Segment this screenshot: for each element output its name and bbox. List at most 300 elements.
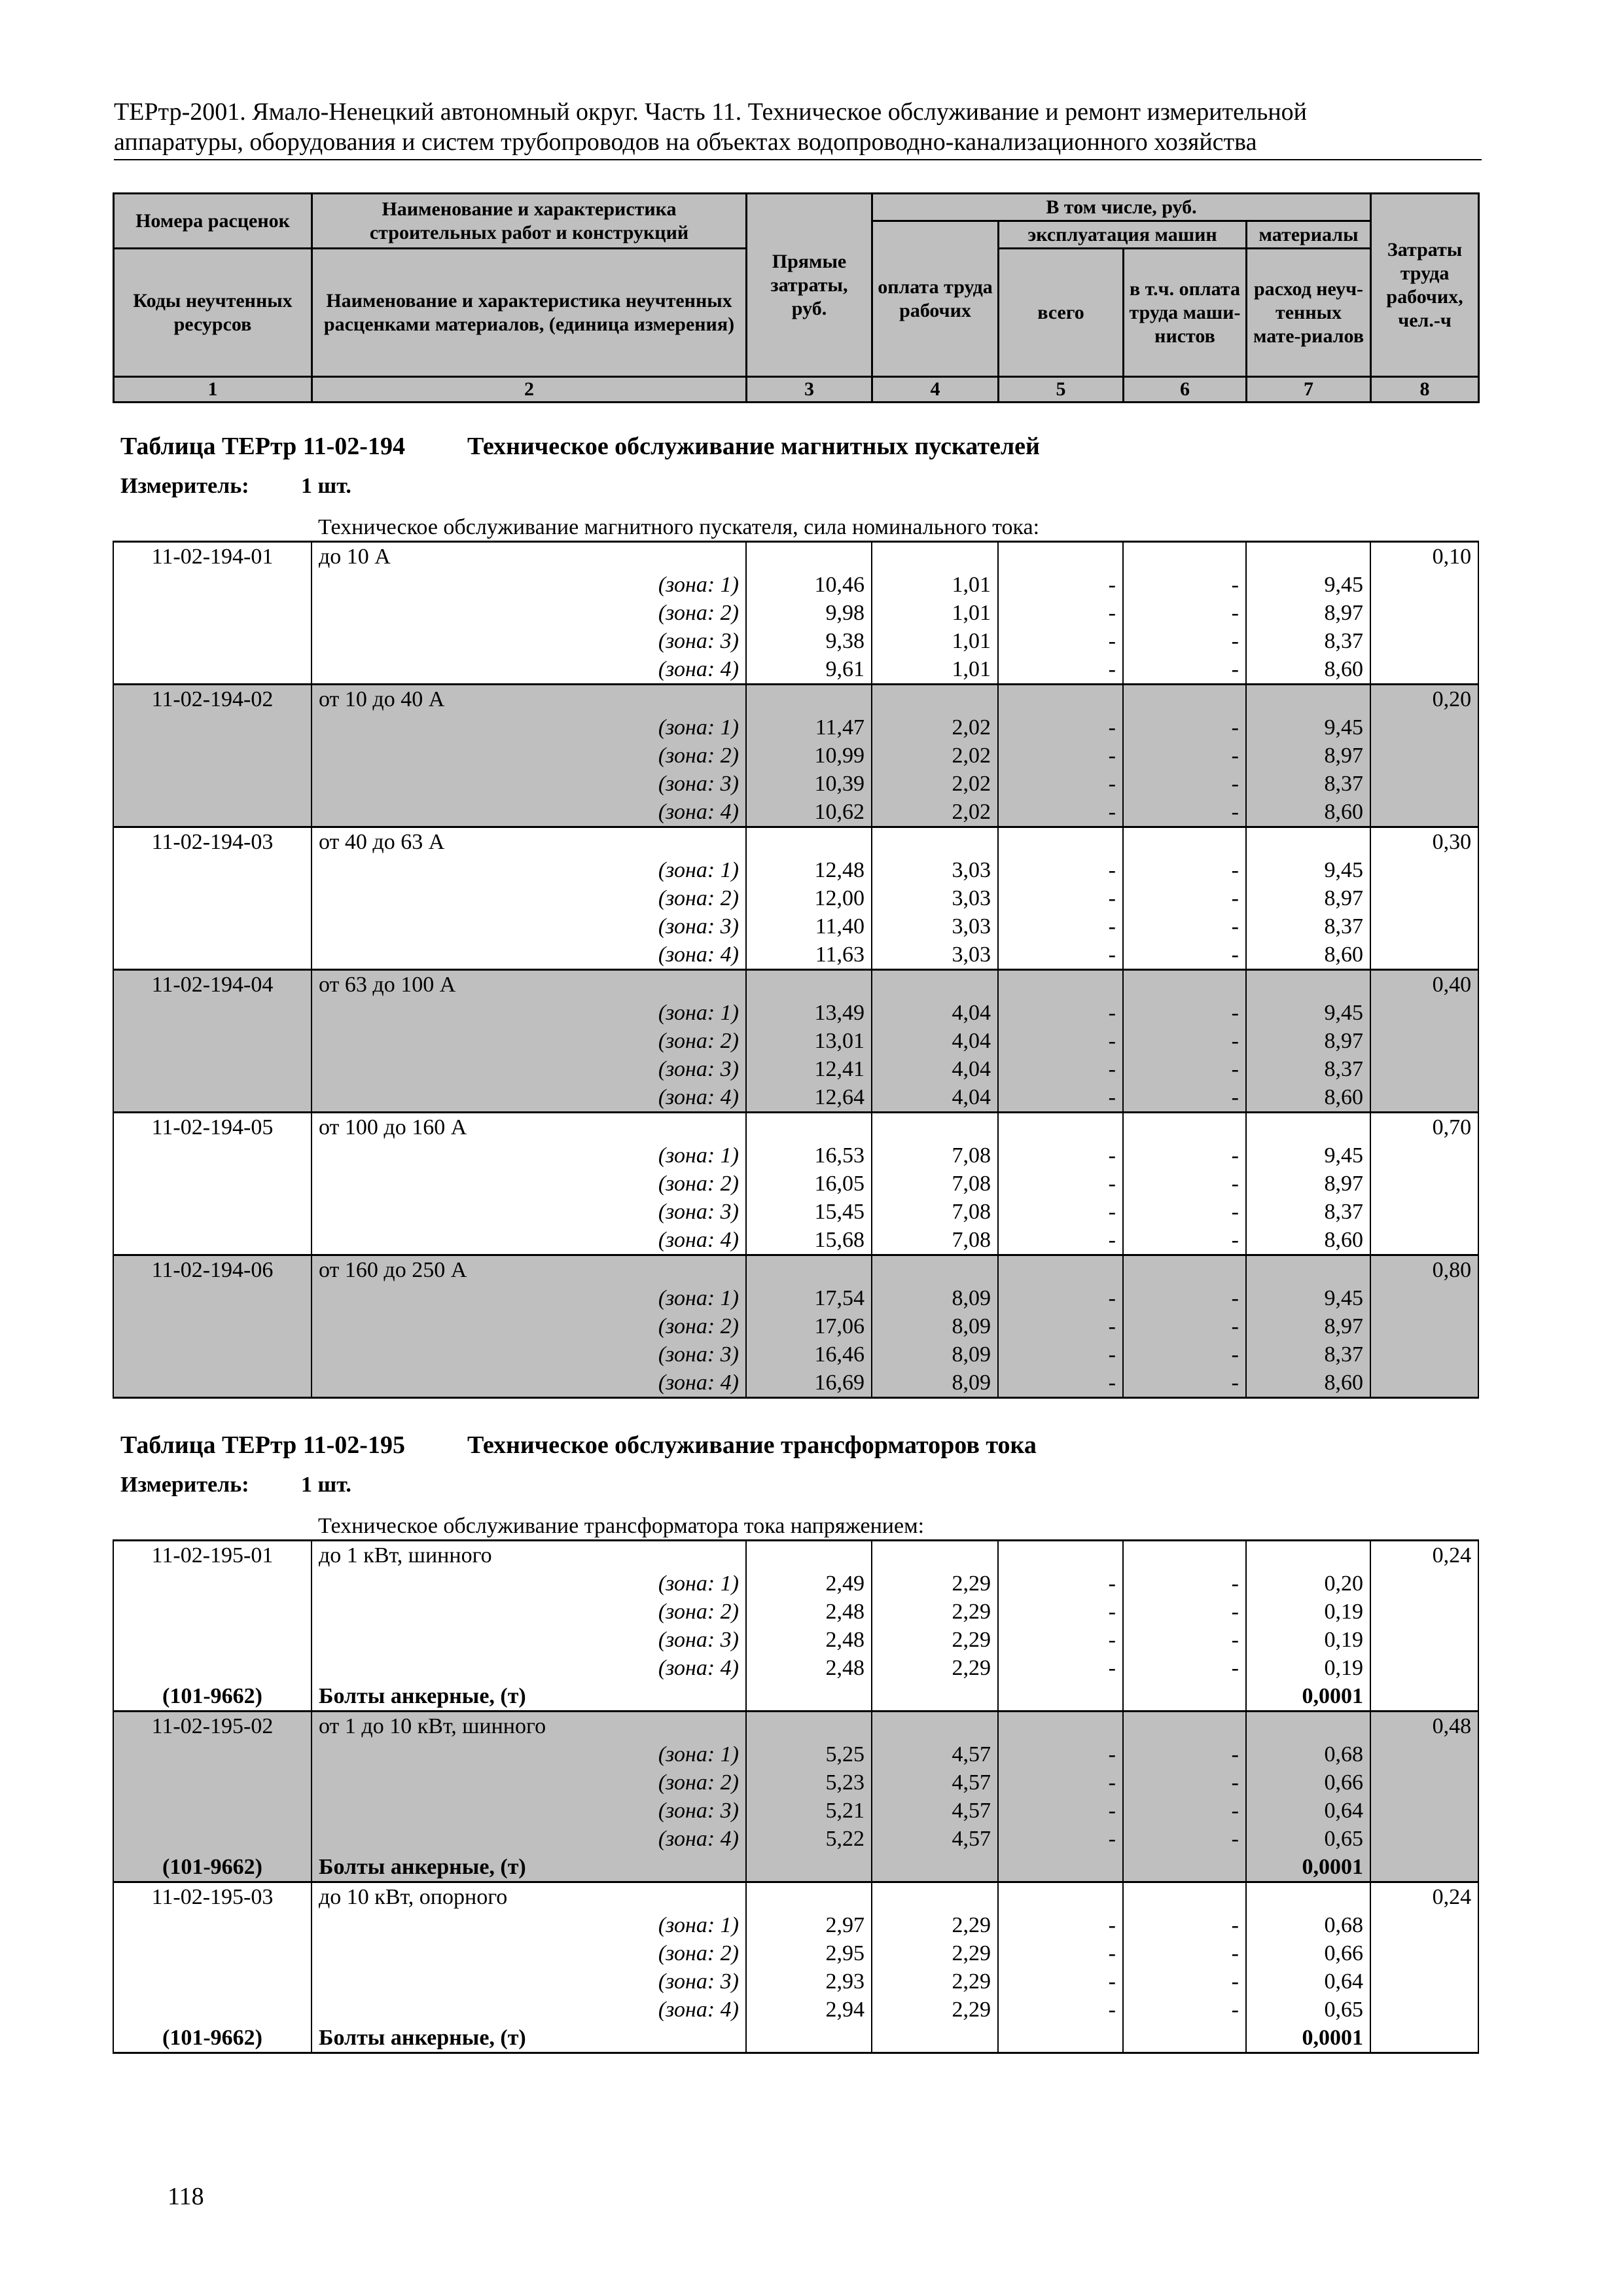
worker-wages: 1,01 xyxy=(872,627,998,655)
zone-row xyxy=(113,1369,1478,1398)
direct-costs: 2,97 xyxy=(746,1911,872,1939)
empty-cell xyxy=(1370,1141,1478,1170)
direct-costs: 13,49 xyxy=(746,999,872,1027)
empty-cell xyxy=(113,1740,312,1768)
zone-row xyxy=(113,1570,1478,1598)
running-head-rule xyxy=(114,159,1482,160)
zone-label: (зона: 4) xyxy=(312,1083,746,1113)
resource-code: (101-9662) xyxy=(113,2024,312,2053)
zone-row xyxy=(113,1740,1478,1768)
empty-cell xyxy=(113,941,312,970)
zone-row xyxy=(113,1027,1478,1055)
table-title xyxy=(120,1431,1037,1460)
machines-total: - xyxy=(998,1825,1123,1853)
intro-text: Техническое обслуживание трансформатора тока напряжением: xyxy=(318,1514,925,1538)
empty-cell xyxy=(113,1825,312,1853)
machines-total: - xyxy=(998,1768,1123,1797)
machines-total: - xyxy=(998,655,1123,685)
empty-cell xyxy=(998,685,1123,714)
materials: 8,60 xyxy=(1246,1083,1370,1113)
empty-cell xyxy=(113,999,312,1027)
worker-wages: 3,03 xyxy=(872,856,998,884)
rate-name: от 100 до 160 А xyxy=(312,1113,746,1142)
header-worker-wages: оплата труда рабочих xyxy=(872,221,999,377)
meter-value: 1 шт. xyxy=(301,1473,351,1497)
rate-code: 11-02-194-03 xyxy=(113,827,312,857)
empty-cell xyxy=(113,1626,312,1654)
empty-cell xyxy=(1123,1113,1246,1142)
zone-label: (зона: 4) xyxy=(312,1654,746,1682)
empty-cell xyxy=(1246,1712,1370,1741)
zone-label: (зона: 4) xyxy=(312,1825,746,1853)
operator-wages: - xyxy=(1123,1626,1246,1654)
materials: 0,66 xyxy=(1246,1939,1370,1967)
worker-wages: 4,04 xyxy=(872,1027,998,1055)
machines-total: - xyxy=(998,627,1123,655)
empty-cell xyxy=(1246,1113,1370,1142)
operator-wages: - xyxy=(1123,713,1246,742)
empty-cell xyxy=(872,2024,998,2053)
zone-row xyxy=(113,1797,1478,1825)
materials: 9,45 xyxy=(1246,571,1370,599)
empty-cell xyxy=(1370,912,1478,941)
empty-cell xyxy=(1370,1825,1478,1853)
empty-cell xyxy=(113,655,312,685)
intro-row xyxy=(113,1513,1478,1541)
running-head-line-2: аппаратуры, оборудования и систем трубопроводов на объектах водопроводно-канализационного хозяйства xyxy=(114,128,1257,156)
machines-total: - xyxy=(998,742,1123,770)
direct-costs: 16,05 xyxy=(746,1170,872,1198)
empty-cell xyxy=(113,884,312,912)
empty-cell xyxy=(872,1541,998,1570)
empty-cell xyxy=(1123,2024,1246,2053)
zone-label: (зона: 2) xyxy=(312,884,746,912)
machines-total: - xyxy=(998,1967,1123,1996)
rates-table-194 xyxy=(113,514,1479,1399)
direct-costs: 13,01 xyxy=(746,1027,872,1055)
empty-cell xyxy=(872,970,998,999)
column-number: 2 xyxy=(312,377,747,403)
materials: 0,68 xyxy=(1246,1911,1370,1939)
operator-wages: - xyxy=(1123,1226,1246,1255)
machines-total: - xyxy=(998,571,1123,599)
machines-total: - xyxy=(998,1170,1123,1198)
rate-row xyxy=(113,1255,1478,1285)
intro-row xyxy=(113,514,1478,542)
materials: 9,45 xyxy=(1246,856,1370,884)
rate-row xyxy=(113,827,1478,857)
direct-costs: 11,63 xyxy=(746,941,872,970)
empty-cell xyxy=(1370,1226,1478,1255)
machines-total: - xyxy=(998,1340,1123,1369)
empty-cell xyxy=(1370,1312,1478,1340)
operator-wages: - xyxy=(1123,1768,1246,1797)
empty-cell xyxy=(1370,1598,1478,1626)
zone-row xyxy=(113,1911,1478,1939)
empty-cell xyxy=(872,542,998,571)
machines-total: - xyxy=(998,599,1123,627)
column-number: 4 xyxy=(872,377,999,403)
materials: 8,37 xyxy=(1246,770,1370,798)
empty-cell xyxy=(113,1369,312,1398)
direct-costs: 2,48 xyxy=(746,1654,872,1682)
direct-costs: 10,99 xyxy=(746,742,872,770)
empty-cell xyxy=(1370,856,1478,884)
empty-cell xyxy=(113,1312,312,1340)
empty-cell xyxy=(872,685,998,714)
empty-cell xyxy=(1370,1198,1478,1226)
zone-label: (зона: 1) xyxy=(312,1570,746,1598)
zone-label: (зона: 2) xyxy=(312,1170,746,1198)
zone-label: (зона: 2) xyxy=(312,1939,746,1967)
zone-label: (зона: 1) xyxy=(312,1284,746,1312)
zone-label: (зона: 4) xyxy=(312,941,746,970)
operator-wages: - xyxy=(1123,1797,1246,1825)
empty-cell xyxy=(1370,627,1478,655)
worker-wages: 2,02 xyxy=(872,770,998,798)
operator-wages: - xyxy=(1123,1939,1246,1967)
operator-wages: - xyxy=(1123,742,1246,770)
zone-row xyxy=(113,798,1478,827)
materials: 9,45 xyxy=(1246,999,1370,1027)
worker-wages: 1,01 xyxy=(872,599,998,627)
worker-wages: 2,29 xyxy=(872,1911,998,1939)
operator-wages: - xyxy=(1123,1055,1246,1083)
empty-cell xyxy=(113,1055,312,1083)
empty-cell xyxy=(113,1911,312,1939)
rate-name: от 40 до 63 А xyxy=(312,827,746,857)
rate-row xyxy=(113,1712,1478,1741)
materials: 0,65 xyxy=(1246,1825,1370,1853)
operator-wages: - xyxy=(1123,1198,1246,1226)
empty-cell xyxy=(746,1712,872,1741)
resource-name: Болты анкерные, (т) xyxy=(312,1682,746,1712)
zone-label: (зона: 2) xyxy=(312,1312,746,1340)
empty-cell xyxy=(1123,1712,1246,1741)
empty-cell xyxy=(1370,1027,1478,1055)
materials: 8,97 xyxy=(1246,1027,1370,1055)
worker-wages: 7,08 xyxy=(872,1141,998,1170)
machines-total: - xyxy=(998,1598,1123,1626)
worker-wages: 3,03 xyxy=(872,912,998,941)
rate-code: 11-02-194-04 xyxy=(113,970,312,999)
zone-row xyxy=(113,856,1478,884)
operator-wages: - xyxy=(1123,1740,1246,1768)
direct-costs: 9,38 xyxy=(746,627,872,655)
empty-cell xyxy=(113,1083,312,1113)
rate-name: до 10 А xyxy=(312,542,746,571)
zone-row xyxy=(113,1825,1478,1853)
empty-cell xyxy=(1370,1768,1478,1797)
empty-cell xyxy=(746,827,872,857)
intro-spacer xyxy=(113,514,312,542)
direct-costs: 11,47 xyxy=(746,713,872,742)
machines-total: - xyxy=(998,1027,1123,1055)
empty-cell xyxy=(1370,1797,1478,1825)
zone-row xyxy=(113,1170,1478,1198)
empty-cell xyxy=(746,2024,872,2053)
empty-cell xyxy=(872,1853,998,1882)
empty-cell xyxy=(1123,970,1246,999)
worker-wages: 8,09 xyxy=(872,1369,998,1398)
resource-row xyxy=(113,1682,1478,1712)
empty-cell xyxy=(872,827,998,857)
rate-name: от 10 до 40 А xyxy=(312,685,746,714)
direct-costs: 2,94 xyxy=(746,1996,872,2024)
zone-label: (зона: 1) xyxy=(312,1911,746,1939)
column-number: 7 xyxy=(1247,377,1371,403)
materials: 0,19 xyxy=(1246,1598,1370,1626)
worker-wages: 4,57 xyxy=(872,1825,998,1853)
direct-costs: 10,39 xyxy=(746,770,872,798)
empty-cell xyxy=(746,542,872,571)
meter xyxy=(120,474,351,499)
rate-name: до 1 кВт, шинного xyxy=(312,1541,746,1570)
header-direct-costs: Прямые затраты, руб. xyxy=(747,194,872,377)
operator-wages: - xyxy=(1123,1284,1246,1312)
empty-cell xyxy=(1370,1853,1478,1882)
empty-cell xyxy=(113,1570,312,1598)
zone-label: (зона: 3) xyxy=(312,1055,746,1083)
empty-cell xyxy=(1370,1682,1478,1712)
labor-hours: 0,80 xyxy=(1370,1255,1478,1285)
page-number: 118 xyxy=(168,2183,204,2210)
empty-cell xyxy=(746,1255,872,1285)
intro-text: Техническое обслуживание магнитного пускателя, сила номинального тока: xyxy=(318,515,1040,539)
rate-code: 11-02-194-06 xyxy=(113,1255,312,1285)
running-head xyxy=(114,97,1482,157)
direct-costs: 5,25 xyxy=(746,1740,872,1768)
zone-row xyxy=(113,1312,1478,1340)
empty-cell xyxy=(1370,599,1478,627)
empty-cell xyxy=(872,1255,998,1285)
direct-costs: 5,23 xyxy=(746,1768,872,1797)
direct-costs: 12,48 xyxy=(746,856,872,884)
zone-label: (зона: 3) xyxy=(312,770,746,798)
empty-cell xyxy=(746,1113,872,1142)
empty-cell xyxy=(1246,827,1370,857)
empty-cell xyxy=(1370,1083,1478,1113)
worker-wages: 2,29 xyxy=(872,1996,998,2024)
empty-cell xyxy=(998,1541,1123,1570)
resource-quantity: 0,0001 xyxy=(1246,2024,1370,2053)
operator-wages: - xyxy=(1123,1369,1246,1398)
meter-value: 1 шт. xyxy=(301,474,351,498)
empty-cell xyxy=(998,1682,1123,1712)
operator-wages: - xyxy=(1123,1083,1246,1113)
operator-wages: - xyxy=(1123,1570,1246,1598)
machines-total: - xyxy=(998,999,1123,1027)
running-head-line-1: ТЕРтр-2001. Ямало-Ненецкий автономный округ. Часть 11. Техническое обслуживание и ремонт измерительной xyxy=(114,98,1307,126)
rate-row xyxy=(113,1113,1478,1142)
operator-wages: - xyxy=(1123,1825,1246,1853)
machines-total: - xyxy=(998,884,1123,912)
zone-row xyxy=(113,1626,1478,1654)
materials: 8,60 xyxy=(1246,941,1370,970)
direct-costs: 2,93 xyxy=(746,1967,872,1996)
labor-hours: 0,48 xyxy=(1370,1712,1478,1741)
operator-wages: - xyxy=(1123,599,1246,627)
operator-wages: - xyxy=(1123,1141,1246,1170)
zone-row xyxy=(113,1654,1478,1682)
operator-wages: - xyxy=(1123,1996,1246,2024)
zone-row xyxy=(113,627,1478,655)
empty-cell xyxy=(872,1712,998,1741)
header-resource-codes: Коды неучтенных ресурсов xyxy=(114,249,312,377)
worker-wages: 2,02 xyxy=(872,713,998,742)
zone-row xyxy=(113,1141,1478,1170)
zone-row xyxy=(113,1083,1478,1113)
labor-hours: 0,40 xyxy=(1370,970,1478,999)
meter-label: Измеритель: xyxy=(120,474,249,498)
empty-cell xyxy=(1370,1967,1478,1996)
empty-cell xyxy=(113,1939,312,1967)
rate-code: 11-02-194-02 xyxy=(113,685,312,714)
direct-costs: 10,46 xyxy=(746,571,872,599)
labor-hours: 0,30 xyxy=(1370,827,1478,857)
materials: 0,19 xyxy=(1246,1626,1370,1654)
rate-row xyxy=(113,970,1478,999)
empty-cell xyxy=(113,1141,312,1170)
zone-row xyxy=(113,912,1478,941)
operator-wages: - xyxy=(1123,627,1246,655)
labor-hours: 0,20 xyxy=(1370,685,1478,714)
empty-cell xyxy=(1123,1682,1246,1712)
operator-wages: - xyxy=(1123,571,1246,599)
materials: 8,60 xyxy=(1246,1226,1370,1255)
labor-hours: 0,10 xyxy=(1370,542,1478,571)
empty-cell xyxy=(872,1113,998,1142)
empty-cell xyxy=(1370,1340,1478,1369)
table-label: Таблица ТЕРтр 11-02-194 xyxy=(120,433,405,460)
operator-wages: - xyxy=(1123,856,1246,884)
worker-wages: 7,08 xyxy=(872,1170,998,1198)
rate-row xyxy=(113,685,1478,714)
empty-cell xyxy=(998,1882,1123,1912)
empty-cell xyxy=(998,1712,1123,1741)
empty-cell xyxy=(1123,542,1246,571)
worker-wages: 8,09 xyxy=(872,1284,998,1312)
header-including: В том числе, руб. xyxy=(872,194,1371,221)
worker-wages: 2,29 xyxy=(872,1598,998,1626)
machines-total: - xyxy=(998,912,1123,941)
empty-cell xyxy=(746,1853,872,1882)
empty-cell xyxy=(113,1284,312,1312)
materials: 8,37 xyxy=(1246,1340,1370,1369)
empty-cell xyxy=(746,1682,872,1712)
materials: 8,60 xyxy=(1246,798,1370,827)
machines-total: - xyxy=(998,770,1123,798)
zone-label: (зона: 2) xyxy=(312,1598,746,1626)
direct-costs: 16,53 xyxy=(746,1141,872,1170)
empty-cell xyxy=(1370,1911,1478,1939)
empty-cell xyxy=(1123,1882,1246,1912)
materials: 8,37 xyxy=(1246,627,1370,655)
worker-wages: 2,29 xyxy=(872,1939,998,1967)
worker-wages: 2,29 xyxy=(872,1626,998,1654)
empty-cell xyxy=(1370,884,1478,912)
materials: 9,45 xyxy=(1246,1141,1370,1170)
header-material-consumption: расход неуч-тенных мате-риалов xyxy=(1247,249,1371,377)
empty-cell xyxy=(113,1170,312,1198)
direct-costs: 2,49 xyxy=(746,1570,872,1598)
resource-code: (101-9662) xyxy=(113,1682,312,1712)
header-machines: эксплуатация машин xyxy=(999,221,1247,249)
zone-label: (зона: 3) xyxy=(312,1626,746,1654)
meter xyxy=(120,1473,351,1498)
direct-costs: 10,62 xyxy=(746,798,872,827)
worker-wages: 3,03 xyxy=(872,884,998,912)
rate-name: от 1 до 10 кВт, шинного xyxy=(312,1712,746,1741)
empty-cell xyxy=(1370,1626,1478,1654)
worker-wages: 1,01 xyxy=(872,655,998,685)
empty-cell xyxy=(113,627,312,655)
machines-total: - xyxy=(998,1226,1123,1255)
zone-label: (зона: 2) xyxy=(312,1027,746,1055)
direct-costs: 2,48 xyxy=(746,1626,872,1654)
column-number: 1 xyxy=(114,377,312,403)
empty-cell xyxy=(113,1996,312,2024)
machines-total: - xyxy=(998,1911,1123,1939)
resource-name: Болты анкерные, (т) xyxy=(312,1853,746,1882)
rate-code: 11-02-195-03 xyxy=(113,1882,312,1912)
direct-costs: 16,46 xyxy=(746,1340,872,1369)
table-title xyxy=(120,432,1040,461)
empty-cell xyxy=(1370,1369,1478,1398)
machines-total: - xyxy=(998,1570,1123,1598)
column-number: 3 xyxy=(747,377,872,403)
rate-row xyxy=(113,1882,1478,1912)
rate-code: 11-02-195-01 xyxy=(113,1541,312,1570)
empty-cell xyxy=(1370,2024,1478,2053)
empty-cell xyxy=(113,1198,312,1226)
materials: 9,45 xyxy=(1246,713,1370,742)
empty-cell xyxy=(113,571,312,599)
empty-cell xyxy=(1370,1284,1478,1312)
empty-cell xyxy=(998,827,1123,857)
operator-wages: - xyxy=(1123,770,1246,798)
empty-cell xyxy=(113,1027,312,1055)
empty-cell xyxy=(1246,1882,1370,1912)
operator-wages: - xyxy=(1123,999,1246,1027)
empty-cell xyxy=(1370,713,1478,742)
operator-wages: - xyxy=(1123,1312,1246,1340)
worker-wages: 4,57 xyxy=(872,1797,998,1825)
empty-cell xyxy=(113,1598,312,1626)
worker-wages: 4,57 xyxy=(872,1740,998,1768)
empty-cell xyxy=(998,542,1123,571)
header-material-name: Наименование и характеристика неучтенных расценками материалов, (единица измерения) xyxy=(312,249,747,377)
materials: 0,65 xyxy=(1246,1996,1370,2024)
empty-cell xyxy=(1246,1255,1370,1285)
empty-cell xyxy=(113,1797,312,1825)
operator-wages: - xyxy=(1123,884,1246,912)
rate-row xyxy=(113,542,1478,571)
zone-row xyxy=(113,1996,1478,2024)
zone-row xyxy=(113,1055,1478,1083)
zone-row xyxy=(113,941,1478,970)
zone-label: (зона: 4) xyxy=(312,1226,746,1255)
meter-label: Измеритель: xyxy=(120,1473,249,1497)
operator-wages: - xyxy=(1123,1027,1246,1055)
empty-cell xyxy=(113,713,312,742)
empty-cell xyxy=(113,856,312,884)
column-number: 5 xyxy=(999,377,1124,403)
zone-label: (зона: 1) xyxy=(312,713,746,742)
column-number: 8 xyxy=(1371,377,1479,403)
materials: 0,19 xyxy=(1246,1654,1370,1682)
worker-wages: 2,02 xyxy=(872,798,998,827)
